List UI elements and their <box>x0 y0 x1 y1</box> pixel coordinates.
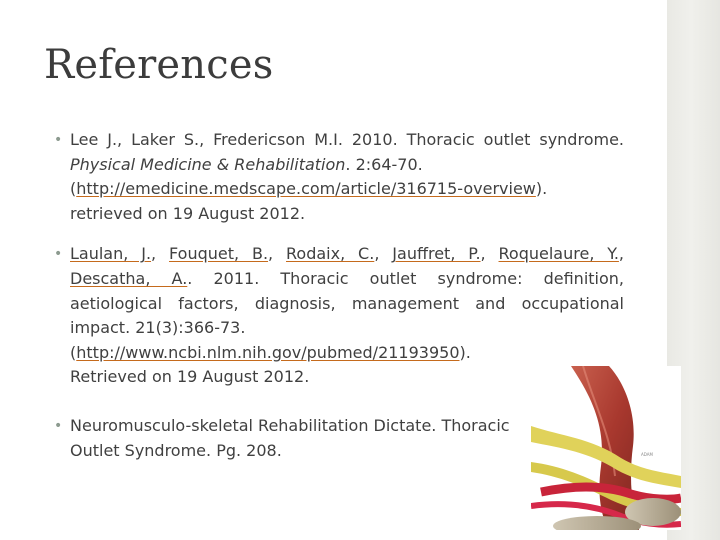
author-link[interactable]: Laulan, J. <box>70 244 152 264</box>
reference-text: Outlet Syndrome. Pg. 208. <box>70 440 282 460</box>
reference-link[interactable]: http://emedicine.medscape.com/article/316715-overview <box>76 179 536 199</box>
paren: ( <box>70 179 77 199</box>
slide-title: References <box>44 42 274 88</box>
author-link[interactable]: Roquelaure, Y. <box>498 244 619 264</box>
separator: , <box>268 244 287 264</box>
reference-item <box>54 128 624 226</box>
journal-title: Physical Medicine & Rehabilitation <box>70 154 346 174</box>
reference-text: . 2011. Thoracic outlet syndrome: definition, aetiological factors, diagnosis, management and occupational impact. 21(3):366-73. <box>70 268 624 338</box>
reference-text: . 2:64-70. <box>345 154 423 174</box>
reference-text: Neuromusculo-skeletal Rehabilitation Dictate. Thoracic <box>70 415 510 435</box>
retrieved-text: Retrieved on 19 August 2012. <box>70 367 310 387</box>
separator: , <box>618 244 625 264</box>
bullet-icon: • <box>54 417 63 434</box>
separator: , <box>480 244 499 264</box>
paren: ( <box>70 342 77 362</box>
author-link[interactable]: Fouquet, B. <box>169 244 269 264</box>
author-link[interactable]: Descatha, A. <box>70 268 188 288</box>
paren: ). <box>535 179 548 199</box>
anatomy-illustration <box>531 366 681 530</box>
bullet-icon: • <box>54 246 63 263</box>
separator: , <box>374 244 393 264</box>
reference-text: Lee J., Laker S., Fredericson M.I. 2010. Thoracic outlet syndrome. <box>70 130 624 149</box>
paren: ). <box>459 342 471 362</box>
bullet-icon: • <box>54 132 63 148</box>
separator: , <box>151 244 170 264</box>
reference-link[interactable]: http://www.ncbi.nlm.nih.gov/pubmed/21193950 <box>76 342 460 362</box>
author-link[interactable]: Rodaix, C. <box>286 244 375 264</box>
svg-text:ADAM: ADAM <box>641 452 653 457</box>
author-link[interactable]: Jauffret, P. <box>392 244 481 264</box>
retrieved-text: retrieved on 19 August 2012. <box>70 203 306 223</box>
